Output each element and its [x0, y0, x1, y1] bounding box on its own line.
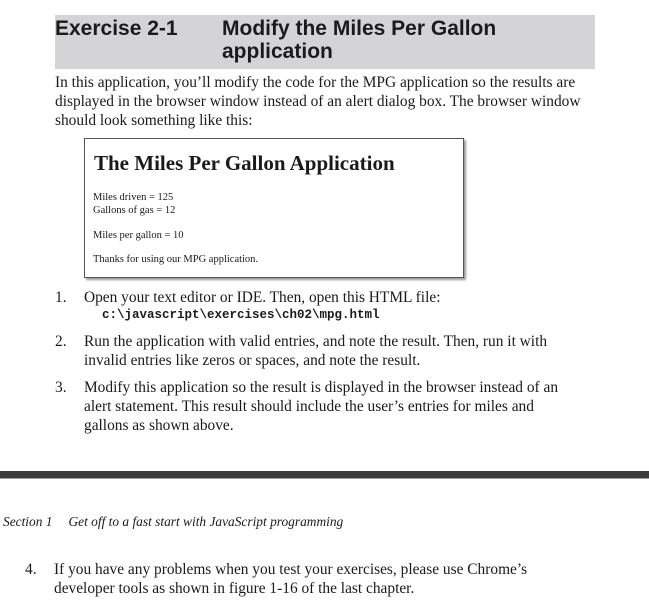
- exercise-number: Exercise 2-1: [55, 17, 178, 40]
- running-footer: [3, 514, 343, 530]
- step-number: 1.: [55, 289, 67, 306]
- list-item: [25, 560, 585, 598]
- section-label: Section 1: [3, 514, 53, 529]
- exercise-title: Modify the Miles Per Gallon application: [222, 17, 497, 63]
- gallons-line: Gallons of gas = 12: [93, 205, 176, 216]
- step-text: Open your text editor or IDE. Then, open this HTML file:: [84, 289, 441, 306]
- page-divider-highlight: [0, 478, 649, 479]
- file-path-code: c:\javascript\exercises\ch02\mpg.html: [102, 308, 380, 322]
- step-number: 2.: [55, 333, 67, 350]
- browser-page-heading: The Miles Per Gallon Application: [94, 151, 395, 175]
- book-title: Get off to a fast start with JavaScript programming: [68, 514, 344, 529]
- mpg-result-line: Miles per gallon = 10: [93, 230, 184, 241]
- miles-driven-line: Miles driven = 125: [93, 192, 174, 203]
- list-item: [55, 332, 580, 370]
- step-text: Run the application with valid entries, and note the result. Then, run it with invalid entries like zeros or spaces, and note the result.: [84, 333, 548, 369]
- thanks-line: Thanks for using our MPG application.: [93, 254, 259, 265]
- list-item: [55, 378, 580, 435]
- step-number: 4.: [25, 561, 37, 578]
- step-text: If you have any problems when you test your exercises, please use Chrome’s developer tools as shown in figure 1-16 of the last chapter.: [54, 561, 528, 597]
- step-text: Modify this application so the result is displayed in the browser instead of an alert statement. This result should include the user’s entries for miles and gallons as shown above.: [84, 379, 559, 434]
- steps-list: [55, 288, 580, 435]
- step-number: 3.: [55, 379, 67, 396]
- page-divider: [0, 471, 649, 478]
- browser-window-sample: [84, 138, 464, 278]
- intro-paragraph: In this application, you’ll modify the code for the MPG application so the results are displayed in the browser window instead of an alert dialog box. The browser window should look something like this:: [55, 74, 581, 129]
- list-item: [55, 288, 580, 324]
